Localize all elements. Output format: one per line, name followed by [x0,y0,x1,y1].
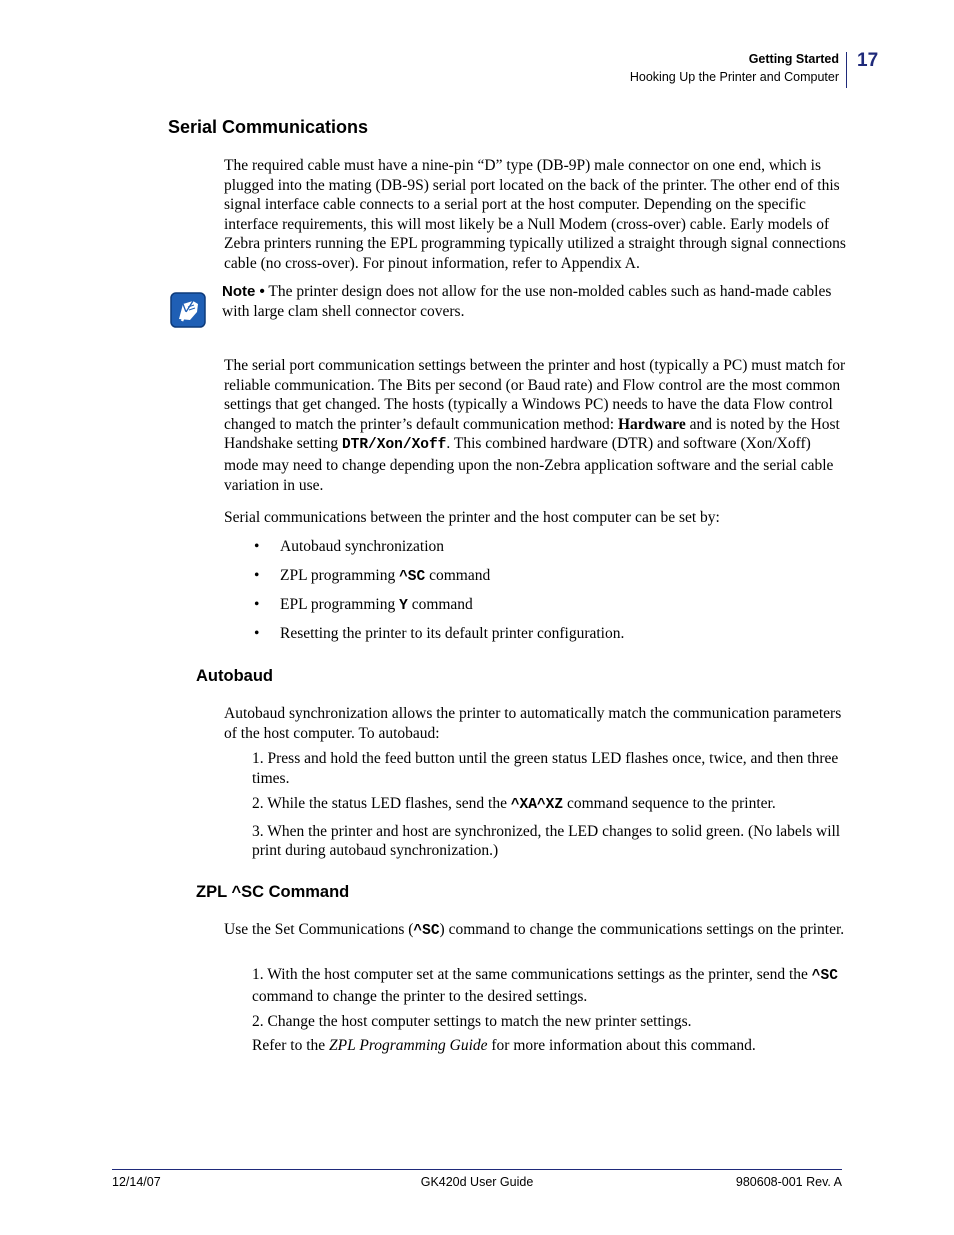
zpl-intro-text: Use the Set Communications ( [224,921,414,938]
bullet-icon: • [254,538,260,555]
step-text: 2. While the status LED flashes, send the [252,795,511,813]
list-item-text: Resetting the printer to its default printer configuration. [280,625,625,642]
page-number: 17 [857,50,879,71]
list-item [252,595,842,624]
zpl-intro-text-2: ) command to change the communications settings on the printer. [439,921,845,938]
zpl-reference [252,1036,844,1056]
list-item [252,624,842,653]
list-item [252,566,842,595]
inline-code: ^SC [399,569,426,585]
hardware-term: Hardware [618,415,686,433]
step-item: 1. Press and hold the feed button until the green status LED flashes once, twice, and then three times. [252,750,839,787]
footer-date: 12/14/07 [112,1175,161,1189]
list-item-text: ZPL programming [280,567,400,584]
footer-revision: 980608-001 Rev. A [735,1175,842,1189]
zpl-steps [252,965,844,1038]
list-item-text: Autobaud synchronization [280,538,445,555]
serial-cable-paragraph: The required cable must have a nine-pin “D” type (DB-9P) male connector on one end, which is plugged into the mating (DB-9S) serial port located on the back of the printer. The other end of this signal interface cable connects to a serial port at the host computer. Depending on the specific interface requirements, this will most likely be a Null Modem (cross-over) cable. Early models of Zebra printers running the EPL programming typically utilized a straight through signal connections cable (no cross-over). For pinout information, refer to Appendix A. [224,157,846,272]
zpl-intro [224,920,846,942]
note-callout [222,282,844,321]
serial-settings-text: The serial port communication settings between the printer and host (typically a PC) must match for reliable communication. The Bits per second (or Baud rate) and Flow control are the most common settings that get changed. The hosts (typically a Windows PC) needs to have the data Flow control changed to match the printer’s default communication method: [224,357,846,433]
serial-settings-text-3: . This combined hardware (DTR) and software (Xon/Xoff) mode may need to change depending upon the non-Zebra application software and the serial cable variation in use. [224,435,834,494]
list-item-text: command [407,596,473,613]
running-header-section: Getting Started [748,52,839,66]
serial-methods-intro: Serial communications between the printer and the host computer can be set by: [224,509,720,526]
note-body: The printer design does not allow for the use non-molded cables such as hand-made cables with large clam shell connector covers. [222,283,832,320]
step-item [252,965,844,1006]
bullet-icon: • [254,596,260,613]
guide-title: ZPL Programming Guide [329,1037,488,1054]
serial-methods-list [252,537,842,653]
list-item-text: command [425,567,491,584]
bullet-icon: • [254,625,260,642]
inline-code: ^XA^XZ [510,797,564,814]
serial-settings-text-2: and is noted by the Host Handshake setting [224,415,840,453]
step-item: 3. When the printer and host are synchronized, the LED changes to solid green. (No labels will print during autobaud synchronization.) [252,822,841,860]
reference-text: Refer to the [252,1037,330,1054]
step-item [252,794,844,816]
running-header-subsection: Hooking Up the Printer and Computer [629,70,839,84]
step-text: 1. With the host computer set at the same communications settings as the printer, send the [252,966,812,983]
heading-autobaud: Autobaud [196,667,273,685]
heading-serial-communications: Serial Communications [168,117,369,137]
list-item-text: EPL programming [280,596,400,613]
note-hand-icon [170,292,206,328]
note-label: Note • [222,283,265,300]
inline-code: ^SC [811,968,838,984]
autobaud-intro: Autobaud synchronization allows the printer to automatically match the communication parameters of the host computer. To autobaud: [224,705,842,742]
step-item: 2. Change the host computer settings to match the new printer settings. [252,1013,692,1031]
handshake-code: DTR/Xon/Xoff [341,437,447,454]
footer-document-title: GK420d User Guide [420,1175,534,1189]
inline-code: ^SC [413,923,440,939]
inline-code: Y [399,598,408,614]
list-item [252,537,842,566]
bullet-icon: • [254,567,260,584]
step-text: command to change the printer to the desired settings. [252,987,588,1005]
footer-divider [112,1169,842,1170]
serial-settings-paragraph [224,356,846,495]
autobaud-steps [252,749,844,867]
heading-zpl-sc-command: ZPL ^SC Command [196,883,350,901]
header-divider [846,52,847,88]
reference-text-2: for more information about this command. [487,1037,756,1054]
step-text: command sequence to the printer. [563,795,776,813]
